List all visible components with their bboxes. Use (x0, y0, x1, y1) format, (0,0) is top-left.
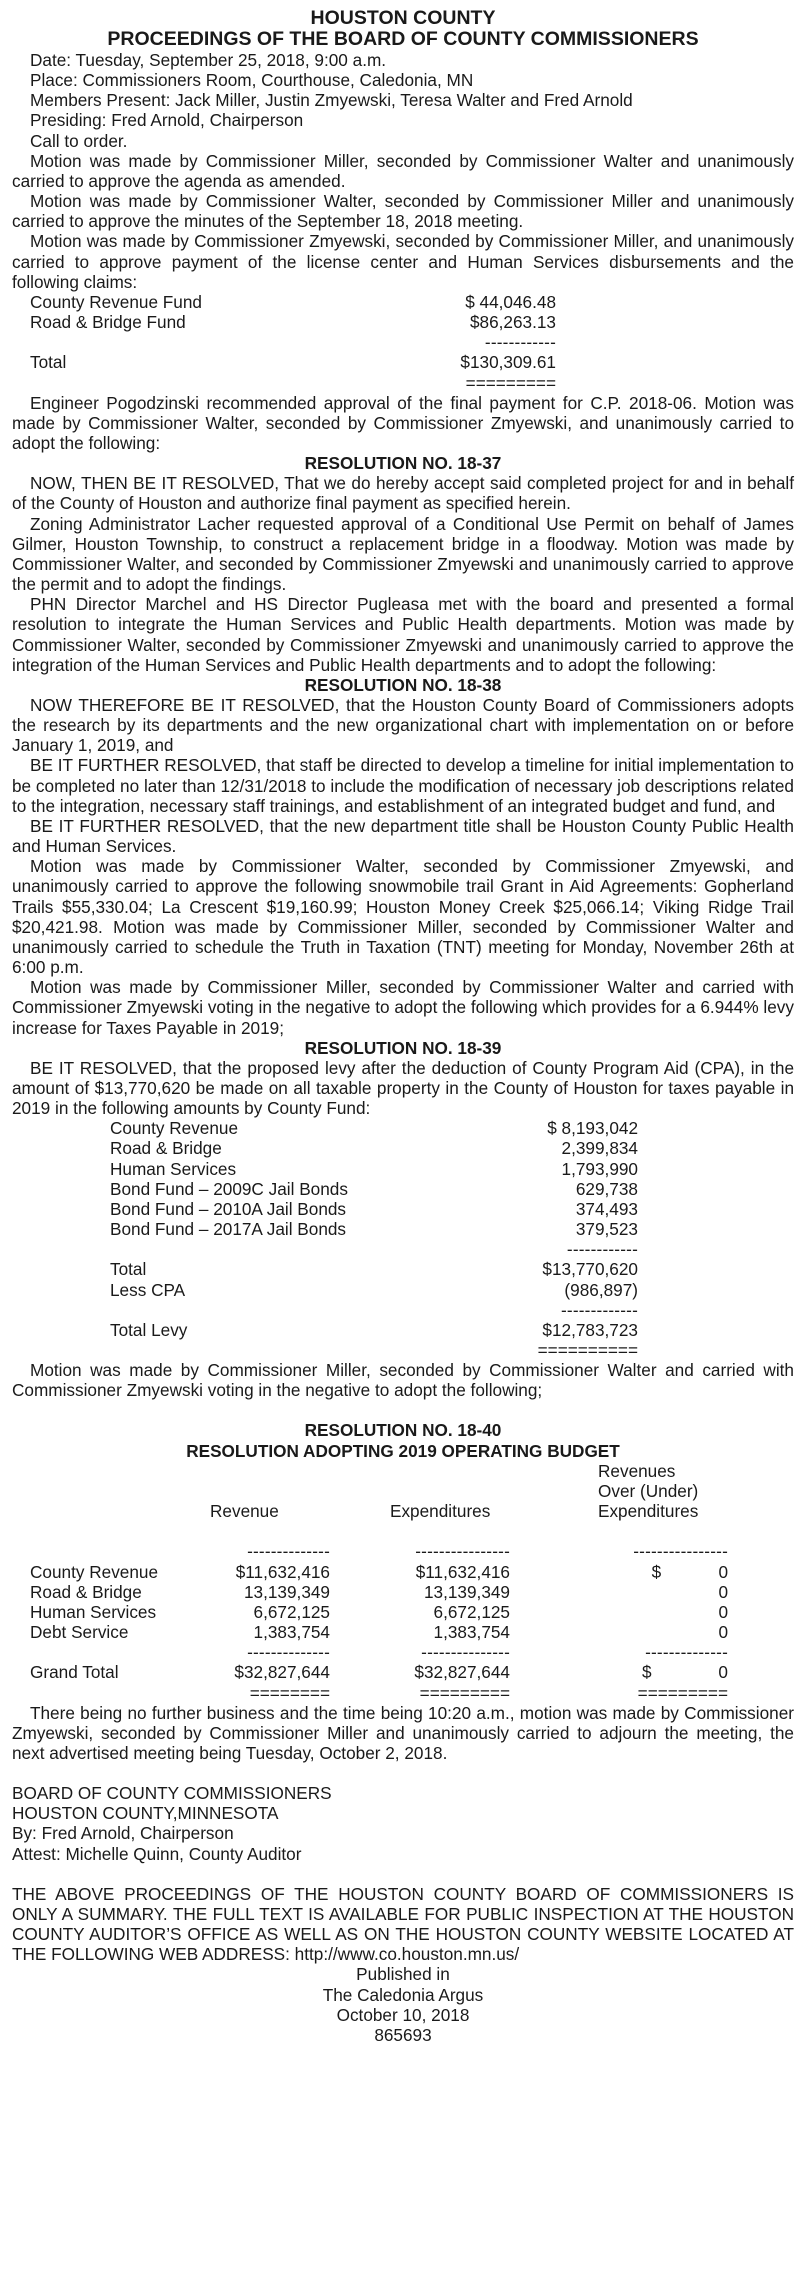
resolution-18-38: RESOLUTION NO. 18-38 (304, 674, 502, 695)
grand-total-revenue: $32,827,644 (234, 1662, 330, 1683)
budget-expenditures: 13,139,349 (423, 1581, 510, 1602)
table-row (12, 1179, 638, 1199)
grand-total-over: $ 0 (642, 1662, 728, 1683)
paragraph-claims: Motion was made by Commissioner Zmyewski, seconded by Commissioner Miller, and unanimously carried to approve payment of the license center and Human Services disbursements and the following claims: (12, 231, 794, 292)
table-row (12, 1521, 728, 1541)
meeting-place: Place: Commissioners Room, Courthouse, Caledonia, MN (30, 70, 474, 91)
table-row (12, 1642, 728, 1662)
claim-label: Road & Bridge Fund (30, 312, 186, 333)
table-row (12, 292, 556, 312)
paragraph-resolved-39: BE IT RESOLVED, that the proposed levy after the deduction of County Program Aid (CPA), in the amount of $13,770,620 be made on all taxable property in the County of Houston for taxes payable in 2019 in the following amounts by County Fund: (12, 1057, 794, 1119)
double-rule: ========== (537, 1340, 638, 1360)
meeting-date: Date: Tuesday, September 25, 2018, 9:00 a.m. (30, 50, 387, 70)
levy-value: 374,493 (575, 1198, 638, 1219)
budget-over: 0 (718, 1622, 728, 1643)
budget-revenue: 6,672,125 (253, 1601, 330, 1622)
budget-table (12, 1461, 728, 1703)
budget-over: 0 (718, 1581, 728, 1602)
paragraph-budget-motion: Motion was made by Commissioner Miller, seconded by Commissioner Walter and carried with Commissioner Zmyewski voting in the negative to adopt the following; (12, 1360, 794, 1401)
paragraph-phn: PHN Director Marchel and HS Director Pugleasa met with the board and presented a formal resolution to integrate the Human Services and Public Health departments. Motion was made by Commissioner Walter, seconded by Commissioner Zmyewski and unanimously carried to approve the integration of the Human Services and Public Health departments and to adopt the following: (12, 594, 794, 675)
levy-label: Human Services (110, 1158, 237, 1179)
paragraph-resolved-38: NOW THEREFORE BE IT RESOLVED, that the Houston County Board of Commissioners adopts the research by its departments and the new organizational chart with implementation on or before January 1, 2019, and (12, 695, 794, 756)
paragraph-zoning: Zoning Administrator Lacher requested approval of a Conditional Use Permit on behalf of James Gilmer, Houston Township, to construct a replacement bridge in a floodway. Motion was made by Commissioner Walter, and seconded by Commissioner Zmyewski and unanimously carried to approve the permit and to adopt the findings. (12, 513, 794, 595)
levy-value: 1,793,990 (561, 1158, 638, 1179)
rule: -------------- (645, 1642, 728, 1663)
resolution-18-40: RESOLUTION NO. 18-40 (304, 1420, 502, 1441)
table-row (12, 352, 556, 372)
table-row (12, 1662, 728, 1682)
levy-value: 379,523 (575, 1219, 638, 1240)
table-row (12, 1259, 638, 1279)
total-levy-label: Total Levy (110, 1319, 188, 1340)
proceedings-title: PROCEEDINGS OF THE BOARD OF COUNTY COMMISSIONERS (107, 28, 699, 50)
claim-value: $ 44,046.48 (465, 291, 556, 312)
budget-label: Road & Bridge (30, 1581, 142, 1602)
rule: ---------------- (415, 1541, 510, 1562)
table-row (12, 1280, 638, 1300)
resolution-18-40-subtitle: RESOLUTION ADOPTING 2019 OPERATING BUDGET (186, 1440, 620, 1461)
budget-expenditures: 6,672,125 (433, 1601, 510, 1622)
paragraph-engineer: Engineer Pogodzinski recommended approval of the final payment for C.P. 2018-06. Motion was made by Commissioner Walter, seconded by Commissioner Zmyewski, and unanimously carried to adopt the following: (12, 392, 794, 453)
presiding: Presiding: Fred Arnold, Chairperson (30, 110, 304, 131)
double-rule: ========= (637, 1682, 728, 1703)
rule: ------------ (484, 332, 556, 353)
levy-value: $ 8,193,042 (547, 1118, 638, 1139)
table-row (12, 312, 556, 332)
table-row (12, 1582, 728, 1602)
newspaper-name: The Caledonia Argus (322, 1984, 484, 2005)
table-row (12, 1300, 638, 1320)
levy-label: Road & Bridge (110, 1138, 222, 1159)
paragraph-snowmobile: Motion was made by Commissioner Walter, seconded by Commissioner Zmyewski, and unanimously carried to approve the following snowmobile trail Grant in Aid Agreements: Gopherland Trails $55,330.04; La Crescent $19,160.99; Houston Money Creek $25,066.14; Viking Ridge Trail $20,421.98. Motion was made by Commissioner Miller, seconded by Commissioner Walter and unanimously carried to schedule the Truth in Taxation (TNT) meeting for Monday, November 26th at 6:00 p.m. (12, 856, 794, 978)
budget-label: County Revenue (30, 1561, 159, 1582)
county-heading: HOUSTON COUNTY (310, 7, 496, 29)
paragraph-levy-motion: Motion was made by Commissioner Miller, seconded by Commissioner Walter and carried with Commissioner Zmyewski voting in the negative to adopt the following which provides for a 6.944% levy increase for Taxes Payable in 2019; (12, 977, 794, 1038)
col-over-2: Over (Under) (598, 1480, 699, 1501)
public-notice: THE ABOVE PROCEEDINGS OF THE HOUSTON COUNTY BOARD OF COMMISSIONERS IS ONLY A SUMMARY. THE FULL TEXT IS AVAILABLE FOR PUBLIC INSPECTION AT THE HOUSTON COUNTY AUDITOR’S OFFICE AS WELL AS ON THE HOUSTON COUNTY WEBSITE LOCATED AT THE FOLLOWING WEB ADDRESS: http://www.co.houston.mn.us/ (12, 1883, 794, 1965)
rule: -------------- (247, 1541, 330, 1562)
table-row (12, 1562, 728, 1582)
table-row (12, 1239, 638, 1259)
rule: ---------------- (633, 1541, 728, 1562)
rule: ------------- (560, 1299, 638, 1320)
less-cpa-label: Less CPA (110, 1279, 186, 1300)
table-row (12, 373, 556, 393)
resolution-18-37: RESOLUTION NO. 18-37 (304, 453, 502, 474)
call-to-order: Call to order. (30, 130, 128, 151)
levy-label: Bond Fund – 2017A Jail Bonds (110, 1219, 347, 1240)
budget-over: 0 (718, 1601, 728, 1622)
rule: -------------- (247, 1642, 330, 1663)
levy-table (12, 1118, 638, 1360)
table-row (12, 1138, 638, 1158)
levy-total-value: $13,770,620 (542, 1259, 638, 1280)
table-row (12, 1461, 728, 1481)
table-row (12, 1118, 638, 1138)
table-row (12, 1159, 638, 1179)
signature-chair: By: Fred Arnold, Chairperson (12, 1823, 234, 1844)
levy-label: Bond Fund – 2009C Jail Bonds (110, 1178, 348, 1199)
grand-total-label: Grand Total (30, 1662, 119, 1683)
col-over-3: Expenditures (598, 1501, 699, 1522)
levy-label: Bond Fund – 2010A Jail Bonds (110, 1198, 347, 1219)
table-row (12, 1541, 728, 1561)
budget-revenue: 1,383,754 (253, 1622, 330, 1643)
budget-revenue: 13,139,349 (243, 1581, 330, 1602)
table-row (12, 1340, 638, 1360)
claim-total-label: Total (30, 352, 67, 373)
members-present: Members Present: Jack Miller, Justin Zmyewski, Teresa Walter and Fred Arnold (30, 90, 633, 111)
claim-total-value: $130,309.61 (460, 352, 556, 373)
table-row (12, 1622, 728, 1642)
col-expenditures: Expenditures (390, 1501, 491, 1522)
paragraph-further-1: BE IT FURTHER RESOLVED, that staff be directed to develop a timeline for initial implementation to be completed no later than 12/31/2018 to include the modification of necessary job descriptions related to the integration, necessary staff trainings, and establishment of an integrated budget and fund, and (12, 755, 794, 816)
table-row (12, 1320, 638, 1340)
levy-value: 629,738 (575, 1178, 638, 1199)
budget-label: Debt Service (30, 1622, 129, 1643)
total-levy-value: $12,783,723 (542, 1319, 638, 1340)
table-row (12, 332, 556, 352)
notice-id: 865693 (374, 2024, 432, 2045)
grand-total-expenditures: $32,827,644 (414, 1662, 510, 1683)
levy-total-label: Total (110, 1259, 147, 1280)
table-row (12, 1501, 728, 1521)
signature-attest: Attest: Michelle Quinn, County Auditor (12, 1843, 302, 1864)
signature-board: BOARD OF COUNTY COMMISSIONERS (12, 1783, 332, 1804)
double-rule: ========= (419, 1682, 510, 1703)
paragraph-adjourn: There being no further business and the time being 10:20 a.m., motion was made by Commissioner Zmyewski, seconded by Commissioner Miller and unanimously carried to adjourn the meeting, the next advertised meeting being Tuesday, October 2, 2018. (12, 1702, 794, 1763)
resolution-18-39: RESOLUTION NO. 18-39 (304, 1037, 502, 1058)
published-in: Published in (356, 1964, 450, 1985)
paragraph-agenda: Motion was made by Commissioner Miller, seconded by Commissioner Walter and unanimously carried to approve the agenda as amended. (12, 150, 794, 191)
budget-label: Human Services (30, 1601, 157, 1622)
levy-label: County Revenue (110, 1118, 239, 1139)
paragraph-further-2: BE IT FURTHER RESOLVED, that the new department title shall be Houston County Public Health and Human Services. (12, 815, 794, 857)
paragraph-minutes: Motion was made by Commissioner Walter, seconded by Commissioner Miller and unanimously carried to approve the minutes of the September 18, 2018 meeting. (12, 191, 794, 232)
budget-revenue: $11,632,416 (235, 1561, 330, 1582)
table-row (12, 1219, 638, 1239)
budget-expenditures: 1,383,754 (433, 1622, 510, 1643)
levy-value: 2,399,834 (561, 1138, 638, 1159)
rule: --------------- (421, 1642, 510, 1663)
claims-table (12, 292, 556, 393)
signature-county: HOUSTON COUNTY,MINNESOTA (12, 1803, 279, 1824)
table-row (12, 1602, 728, 1622)
table-row (12, 1683, 728, 1703)
double-rule: ======== (249, 1682, 330, 1703)
table-row (12, 1481, 728, 1501)
col-revenue: Revenue (210, 1501, 279, 1522)
col-over-1: Revenues (598, 1460, 676, 1481)
double-rule: ========= (465, 372, 556, 393)
paragraph-resolved-37: NOW, THEN BE IT RESOLVED, That we do hereby accept said completed project for and in behalf of the County of Houston and authorize final payment as specified herein. (12, 473, 794, 514)
table-row (12, 1199, 638, 1219)
claim-value: $86,263.13 (469, 312, 556, 333)
rule: ------------ (566, 1239, 638, 1260)
budget-over: $ 0 (651, 1561, 728, 1582)
budget-expenditures: $11,632,416 (415, 1561, 510, 1582)
publication-date: October 10, 2018 (336, 2004, 470, 2025)
claim-label: County Revenue Fund (30, 291, 202, 312)
less-cpa-value: (986,897) (564, 1279, 638, 1300)
